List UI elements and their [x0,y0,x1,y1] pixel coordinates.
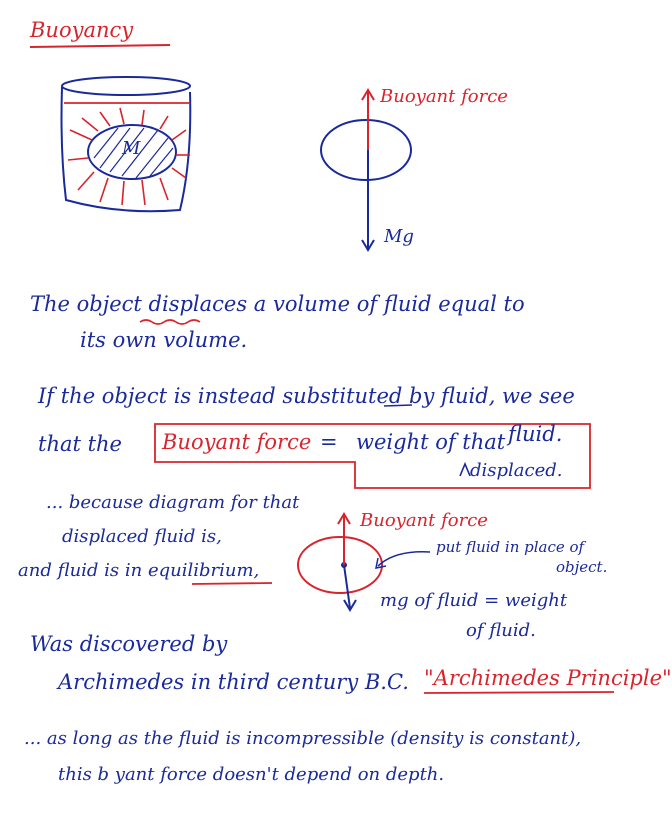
text-line-2: its own volume. [80,328,248,352]
archimedes-principle: "Archimedes Principle" [424,666,672,690]
because-line-1: ... because diagram for that [46,492,300,513]
box-fluid: fluid. [508,422,563,446]
box-displaced: displaced. [470,460,563,481]
because-line-2: displaced fluid is, [62,526,222,547]
mass-label: M [122,138,141,159]
diagram3-mg-line-1: mg of fluid = weight [380,590,568,611]
buoyant-force-label: Buoyant force [380,86,508,107]
text-line-3: If the object is instead substituted by fluid, we see [38,384,575,408]
diagram3-note-1: put fluid in place of [436,538,585,556]
last-line-1: ... as long as the fluid is incompressible (density is constant), [24,728,582,749]
box-weight: weight of that [356,430,506,454]
discovered-line-2: Archimedes in third century B.C. [58,670,409,694]
title-underline [30,45,170,47]
because-line-3: and fluid is in equilibrium, [18,560,260,581]
last-line-2: this b yant force doesn't depend on depth. [58,764,445,785]
box-equals: = [320,430,338,454]
box-buoyant-force: Buoyant force [162,430,312,454]
displaces-underline [140,320,200,324]
diagram3-mg-line-2: of fluid. [466,620,536,641]
discovered-line-1: Was discovered by [30,632,228,656]
text-line-4: that the [38,432,122,456]
text-line-1: The object displaces a volume of fluid equal to [30,292,525,316]
diagram3-note-2: object. [556,558,608,576]
diagram3-buoyant-label: Buoyant force [360,510,488,531]
page-title: Buoyancy [30,18,134,42]
weight-label: Mg [384,226,414,247]
